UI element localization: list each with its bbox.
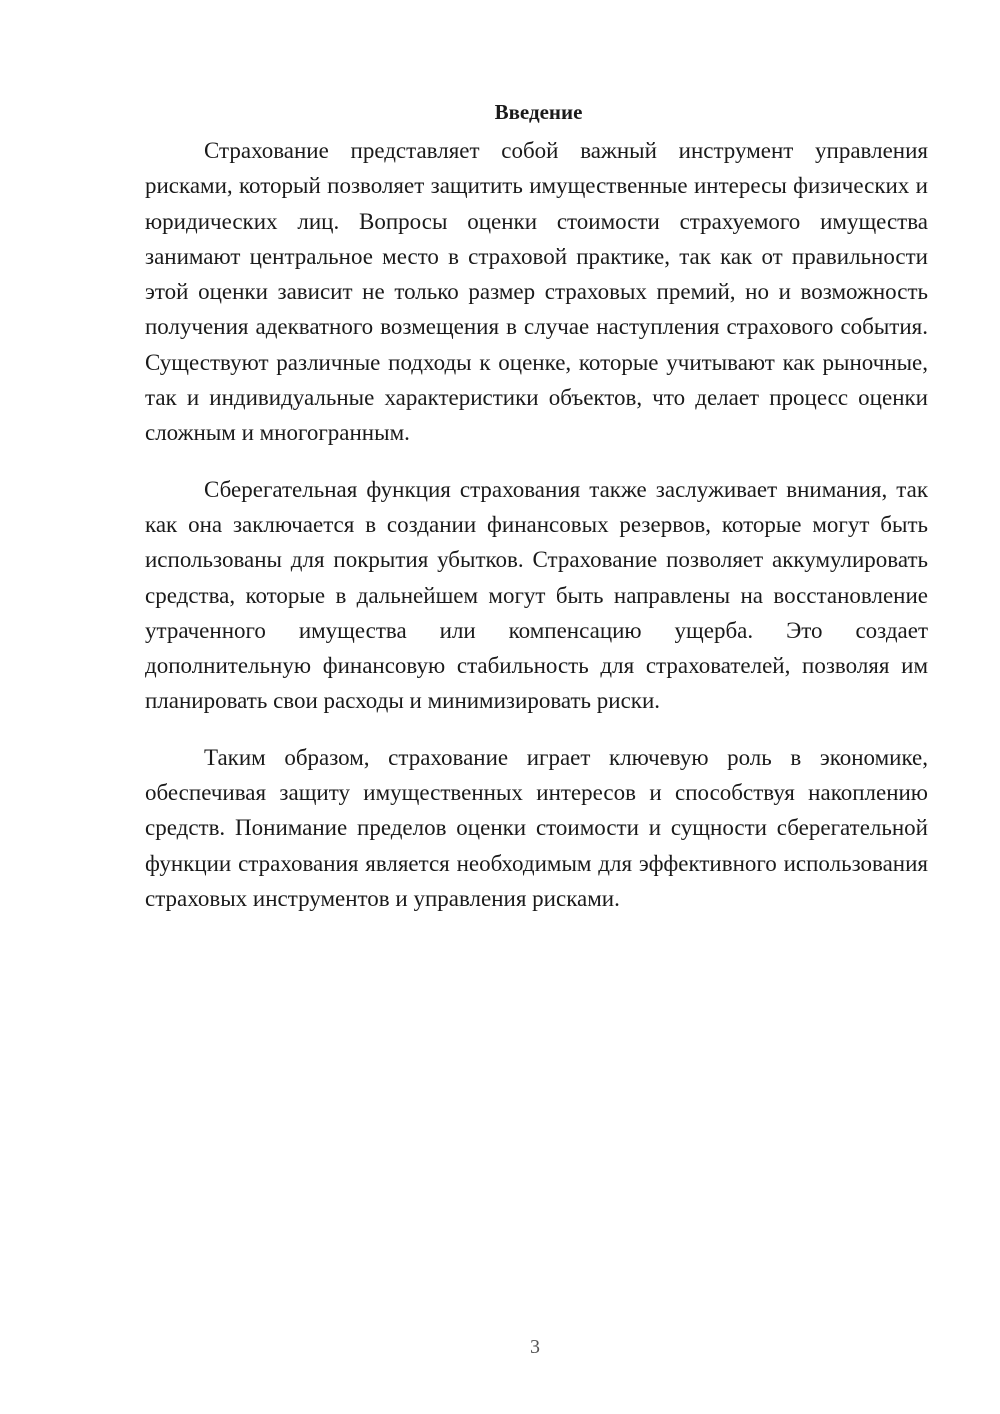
page-content [145,95,928,937]
page-number: 3 [530,1336,540,1358]
section-heading: Введение [494,100,583,124]
paragraph-1: Страхование представляет собой важный инструмент управления рисками, который позволяет защитить имущественные интересы физических и юридических лиц. Вопросы оценки стоимости страхуемого имущества занимают центральное место в страховой практике, так как от правильности этой оценки зависит не только размер страховых премий, но и возможность получения адекватного возмещения в случае наступления страхового события. Существуют различные подходы к оценке, которые учитывают как рыночные, так и индивидуальные характеристики объектов, что делает процесс оценки сложным и многогранным. [145,138,928,446]
paragraph-2: Сберегательная функция страхования также заслуживает внимания, так как она заключается в создании финансовых резервов, которые могут быть использованы для покрытия убытков. Страхование позволяет аккумулировать средства, которые в дальнейшем могут быть направлены на восстановление утраченного имущества или компенсацию ущерба. Это создает дополнительную финансовую стабильность для страхователей, позволяя им планировать свои расходы и минимизировать риски. [145,476,928,714]
paragraph-3: Таким образом, страхование играет ключевую роль в экономике, обеспечивая защиту имущественных интересов и способствуя накоплению средств. Понимание пределов оценки стоимости и сущности сберегательной функции страхования является необходимым для эффективного использования страховых инструментов и управления рисками. [145,744,928,911]
